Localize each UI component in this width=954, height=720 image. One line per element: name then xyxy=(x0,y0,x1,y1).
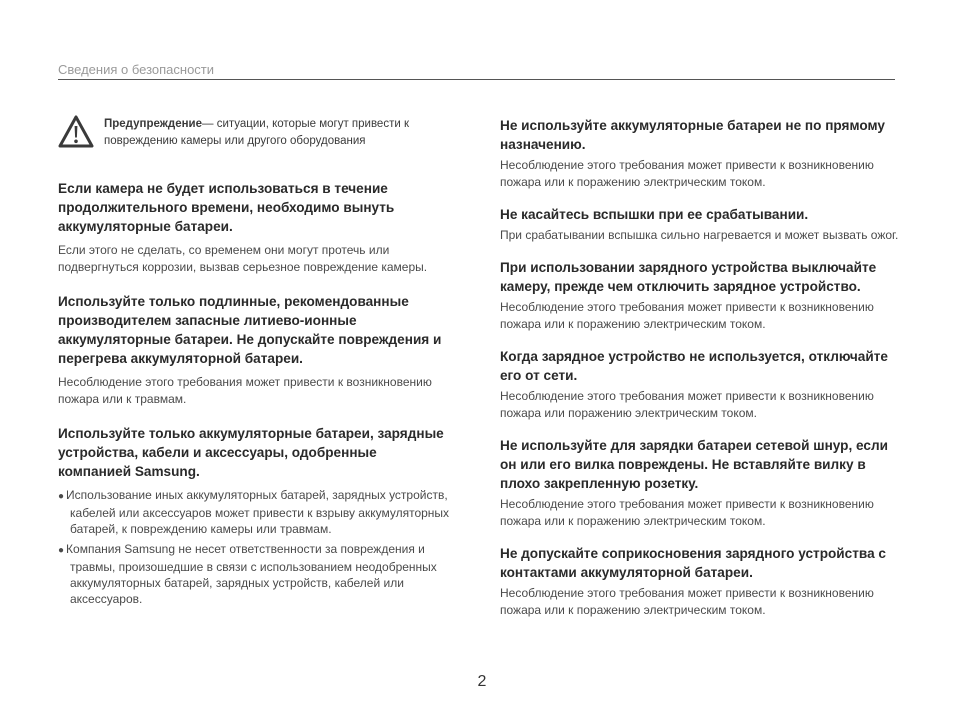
section-body: При срабатывании вспышка сильно нагревается и может вызвать ожог. xyxy=(500,228,899,242)
section-heading: Используйте только аккумуляторные батареи, зарядные устройства, кабели и аксессуары, одобренные компанией Samsung. xyxy=(58,426,444,479)
section-charger-off xyxy=(500,258,900,333)
section-flash-hot xyxy=(500,205,900,244)
section-remove-batteries xyxy=(58,179,450,276)
section-heading: Используйте только подлинные, рекомендованные производителем запасные литиево-ионные аккумуляторные батареи. Не допускайте повреждения и перегрева аккумуляторной батареи. xyxy=(58,294,442,366)
page-number: 2 xyxy=(477,673,487,690)
section-heading: Не используйте аккумуляторные батареи не по прямому назначению. xyxy=(500,118,885,152)
warning-label: Предупреждение xyxy=(104,118,202,130)
warning-note xyxy=(58,116,450,150)
section-body: Несоблюдение этого требования может привести к возникновению пожара или к поражению электрическим током. xyxy=(500,300,874,331)
section-damaged-cord xyxy=(500,436,900,530)
bullet-item: ● Компания Samsung не несет ответственности за повреждения и травмы, произошедшие в связи с использованием неодобренных аккумуляторных батарей, зарядных устройств, кабелей или аксессуаров. xyxy=(58,541,450,607)
section-body: Если этого не сделать, со временем они могут протечь или подвергнуться коррозии, вызвав серьезное повреждение камеры. xyxy=(58,243,428,274)
section-heading: Не допускайте соприкосновения зарядного устройства с контактами аккумуляторной батареи. xyxy=(500,546,886,580)
bullet-item: ● Использование иных аккумуляторных батарей, зарядных устройств, кабелей или аксессуаров может привести к взрыву аккумуляторных батарей, к повреждению камеры или травмам. xyxy=(58,487,450,537)
section-body: Несоблюдение этого требования может привести к возникновению пожара или поражению электрическим током. xyxy=(500,389,874,420)
header-title: Сведения о безопасности xyxy=(58,62,215,77)
warning-text xyxy=(104,116,450,150)
section-body: Несоблюдение этого требования может привести к возникновению пожара или к травмам. xyxy=(58,375,432,406)
section-heading: Не касайтесь вспышки при ее срабатывании. xyxy=(500,207,809,222)
section-charger-unplug xyxy=(500,347,900,422)
page-header xyxy=(58,62,895,80)
section-genuine-batteries xyxy=(58,292,450,408)
section-heading: Не используйте для зарядки батареи сетевой шнур, если он или его вилка повреждены. Не вставляйте вилку в плохо закрепленную розетку. xyxy=(500,438,888,491)
section-charger-contacts xyxy=(500,544,900,619)
bullet-list xyxy=(58,487,450,607)
left-column xyxy=(58,116,450,623)
section-body: Несоблюдение этого требования может привести к возникновению пожара или к поражению электрическим током. xyxy=(500,158,874,189)
section-body: Несоблюдение этого требования может привести к возникновению пожара или к поражению электрическим током. xyxy=(500,497,874,528)
section-heading: Когда зарядное устройство не используется, отключайте его от сети. xyxy=(500,349,888,383)
right-column xyxy=(500,116,900,633)
warning-triangle-icon xyxy=(58,115,94,149)
warning-description: — ситуации, которые могут привести к повреждению камеры или другого оборудования xyxy=(104,118,409,147)
section-samsung-accessories xyxy=(58,424,450,607)
section-battery-misuse xyxy=(500,116,900,191)
section-body: Несоблюдение этого требования может привести к возникновению пожара или к поражению электрическим током. xyxy=(500,586,874,617)
section-heading: При использовании зарядного устройства выключайте камеру, прежде чем отключить зарядное устройство. xyxy=(500,260,877,294)
section-heading: Если камера не будет использоваться в течение продолжительного времени, необходимо вынуть аккумуляторные батареи. xyxy=(58,181,395,234)
